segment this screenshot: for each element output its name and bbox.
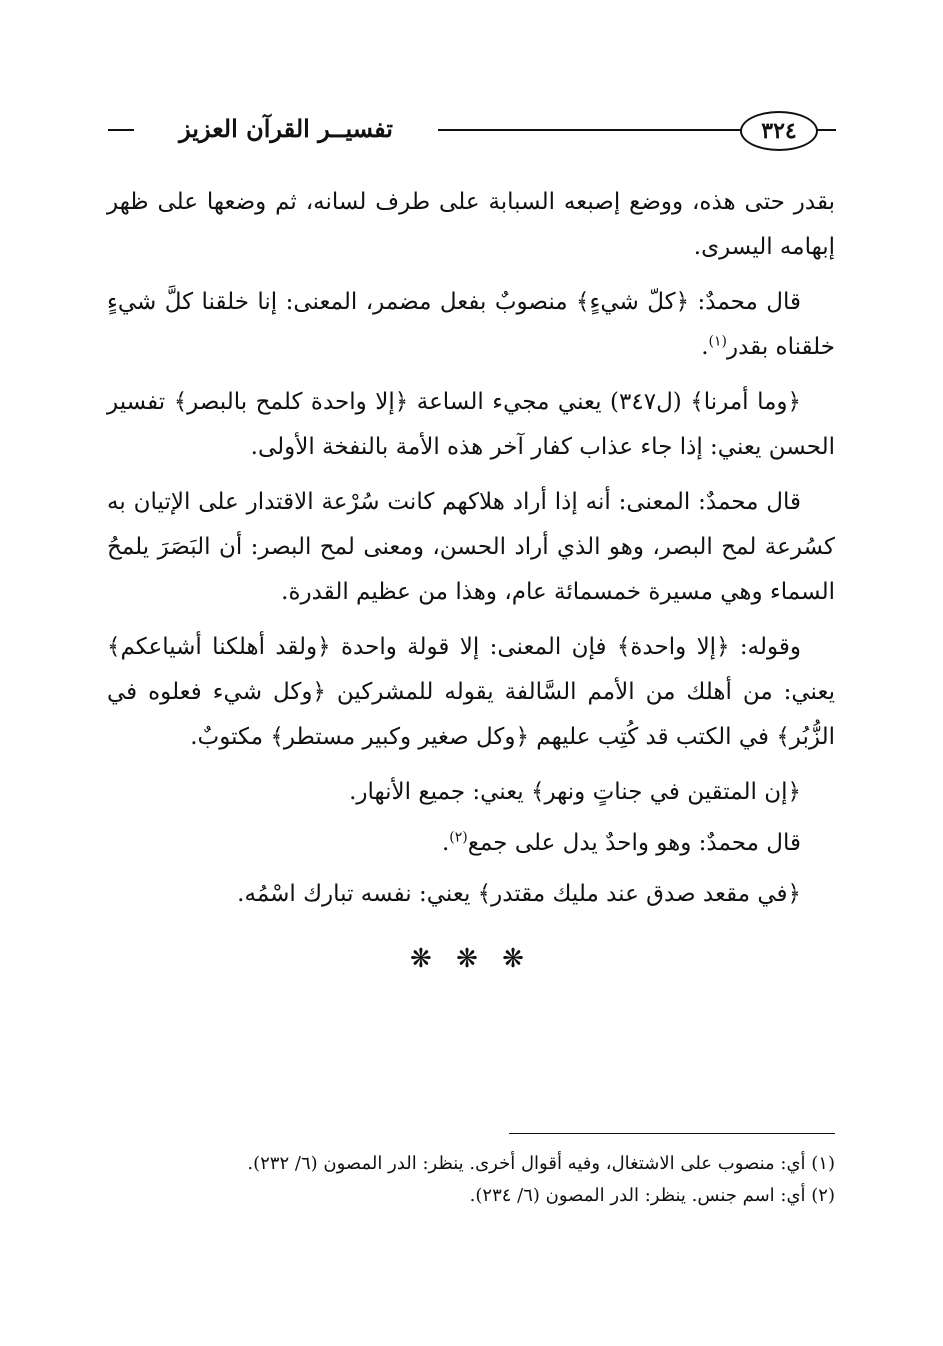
- page-header: [108, 108, 836, 152]
- footnote-ref[interactable]: (١): [708, 333, 727, 350]
- paragraph: ﴿في مقعد صدق عند مليك مقتدر﴾ يعني: نفسه تبارك اسْمُه.: [237, 881, 801, 907]
- running-title: تفسيــر القرآن العزيز: [138, 112, 434, 146]
- paragraph: بقدر حتى هذه، ووضع إصبعه السبابة على طرف لسانه، ثم وضعها على ظهر إبهامه اليسرى.: [107, 189, 835, 260]
- paragraph: ﴿وما أمرنا﴾ (ل٣٤٧) يعني مجيء الساعة ﴿إلا واحدة كلمح بالبصر﴾ تفسير الحسن يعني: إذا جاء عذاب كفار آخر هذه الأمة بالنفخة الأولى.: [107, 389, 835, 460]
- footnote-ref[interactable]: (٢): [449, 829, 468, 846]
- page-number: ٣٢٤: [740, 111, 818, 151]
- footnotes: [107, 1148, 835, 1212]
- paragraph: قال محمدٌ: وهو واحدٌ يدل على جمع$^{(٢)}$.: [441, 829, 801, 856]
- paragraph: قال محمدٌ: ﴿كلّ شيءٍ﴾ منصوبٌ بفعل مضمر، المعنى: إنا خلقنا كلَّ شيءٍ خلقناه بقدر$^{(١)}$.: [107, 289, 835, 360]
- paragraph: قال محمدٌ: المعنى: أنه إذا أراد هلاكهم كانت سُرْعة الاقتدار على الإتيان به كسُرعة لمح البصر، وهو الذي أراد الحسن، ومعنى لمح البصر: أن البَصَرَ يلمحُ السماء وهي مسيرة خمسمائة عام، وهذا من عظيم القدرة.: [107, 489, 835, 605]
- footnote: (٢) أي: اسم جنس. ينظر: الدر المصون (٦/ ٢٣٤).: [469, 1185, 835, 1206]
- paragraph: وقوله: ﴿إلا واحدة﴾ فإن المعنى: إلا قولة واحدة ﴿ولقد أهلكنا أشياعكم﴾ يعني: من أهلك من الأمم السَّالفة يقوله للمشركين ﴿وكل شيء فعلوه في الزُّبُر﴾ في الكتب قد كُتِب عليهم ﴿وكل صغير وكبير مستطر﴾ مكتوبٌ.: [107, 634, 835, 750]
- footnote-rule: [509, 1133, 835, 1134]
- main-text: [107, 180, 835, 979]
- paragraph: ﴿إن المتقين في جناتٍ ونهر﴾ يعني: جميع الأنهار.: [349, 779, 801, 805]
- section-separator: ❋ ❋ ❋: [410, 944, 532, 974]
- header-rule-left: [108, 129, 134, 131]
- footnote: (١) أي: منصوب على الاشتغال، وفيه أقوال أخرى. ينظر: الدر المصون (٦/ ٢٣٢).: [247, 1153, 835, 1174]
